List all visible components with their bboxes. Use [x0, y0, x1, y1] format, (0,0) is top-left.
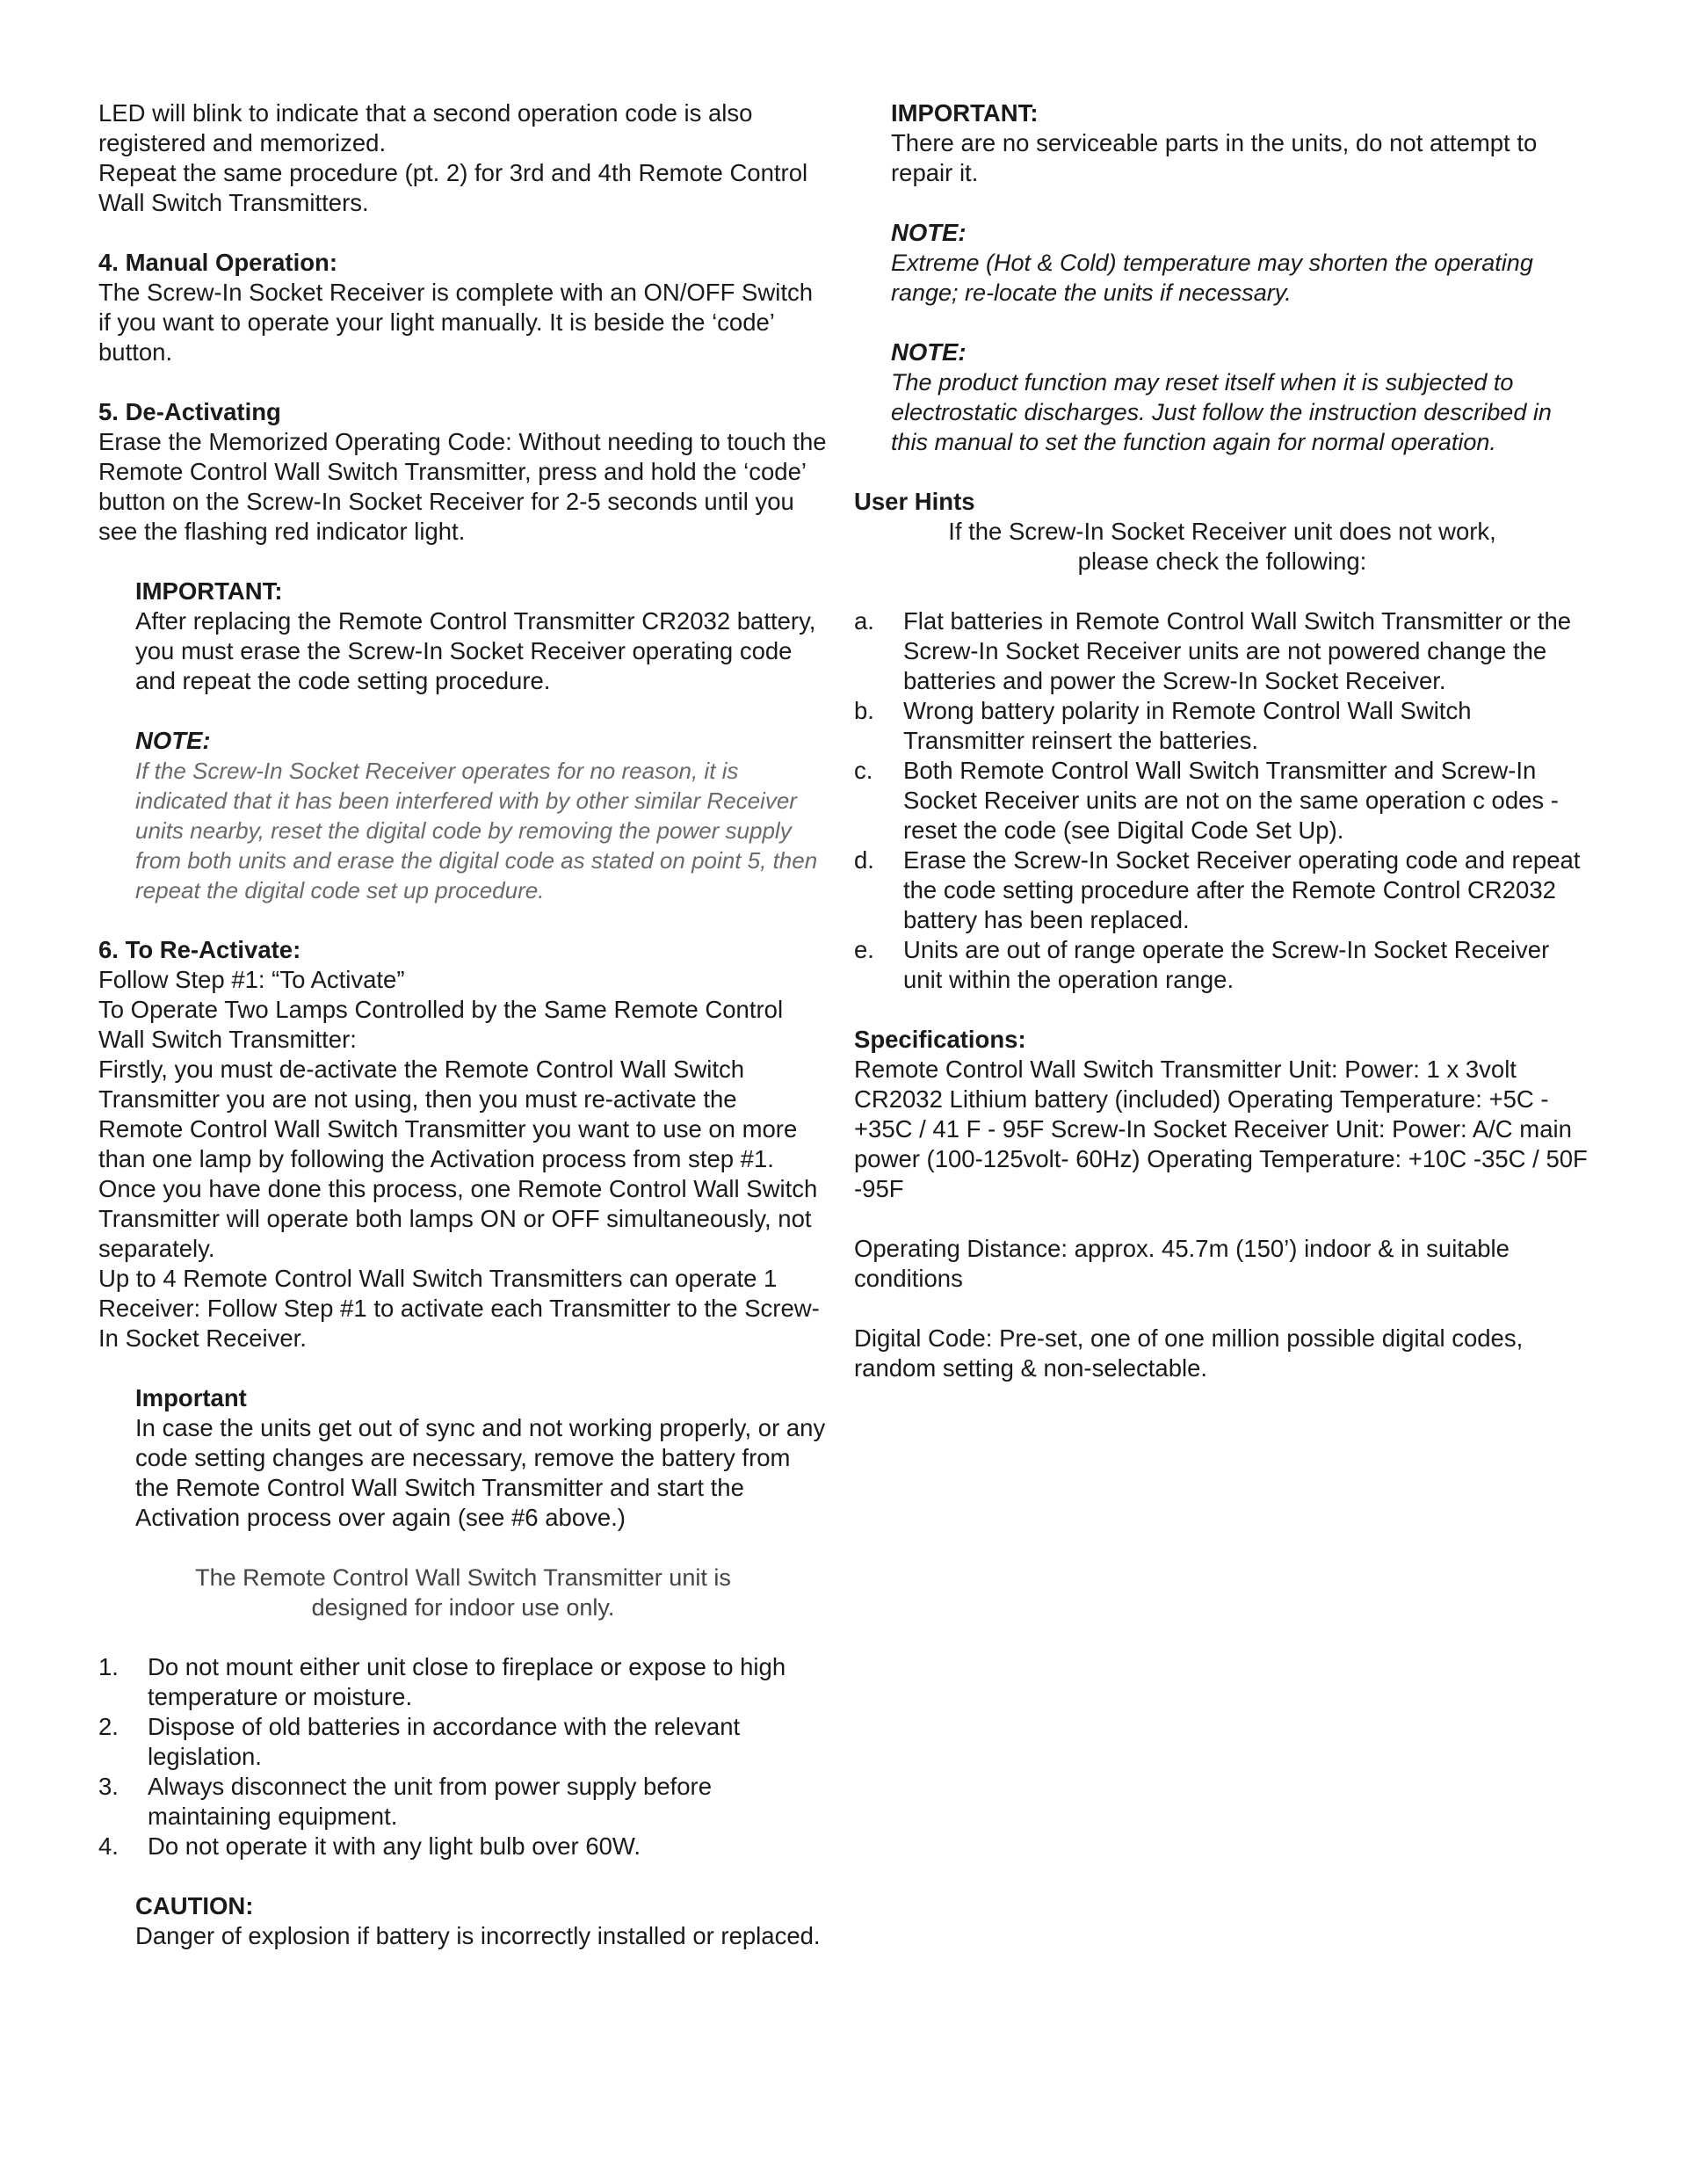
list-item	[98, 1772, 828, 1832]
right-notes-block	[854, 98, 1590, 457]
note-heading-2: NOTE:	[891, 219, 967, 246]
user-hints-list	[854, 606, 1590, 995]
indoor-notice-line-1: The Remote Control Wall Switch Transmitter unit is	[195, 1564, 731, 1591]
deactivating-heading: 5. De-Activating	[98, 398, 281, 425]
note-body-1: If the Screw-In Socket Receiver operates for no reason, it is indicated that it has been interfered with by other similar Receiver units nearby, reset the digital code by removing the power supply from both units and erase the digital code as stated on point 5, then repeat the digital code set up procedure.	[135, 758, 818, 903]
deactivating-body: Erase the Memorized Operating Code: Without needing to touch the Remote Control Wall Switch Transmitter, press and hold the ‘code’ button on the Screw-In Socket Receiver for 2-5 seconds until you see the flashing red indicator light.	[98, 428, 827, 545]
list-item-text: Wrong battery polarity in Remote Control Wall Switch Transmitter reinsert the batteries.	[903, 697, 1472, 754]
list-marker: e.	[854, 936, 874, 963]
list-marker: 2.	[98, 1713, 119, 1740]
list-marker: d.	[854, 846, 874, 874]
list-item-text: Flat batteries in Remote Control Wall Switch Transmitter or the Screw-In Socket Receiver units are not powered change the batteries and power the Screw-In Socket Receiver.	[903, 607, 1572, 694]
note-heading-1: NOTE:	[135, 727, 211, 754]
list-item	[854, 696, 1590, 756]
list-item	[98, 1832, 828, 1861]
reactivate-heading: 6. To Re-Activate:	[98, 936, 301, 963]
list-item-text: Do not mount either unit close to fireplace or expose to high temperature or moisture.	[148, 1653, 786, 1710]
right-column	[854, 98, 1590, 1383]
list-item	[98, 1652, 828, 1712]
list-item-text: Units are out of range operate the Screw-In Socket Receiver unit within the operation range.	[903, 936, 1550, 993]
important-block-2	[98, 1383, 828, 1533]
reactivate-line-2: To Operate Two Lamps Controlled by the Same Remote Control Wall Switch Transmitter:	[98, 996, 784, 1053]
list-item	[98, 1712, 828, 1772]
list-item	[854, 845, 1590, 935]
list-item	[854, 756, 1590, 845]
caution-block	[98, 1891, 828, 1951]
important-body-2: In case the units get out of sync and not working properly, or any code setting changes are necessary, remove the battery from the Remote Control Wall Switch Transmitter and start the Activation process over again (see #6 above.)	[135, 1414, 826, 1531]
list-item-text: Dispose of old batteries in accordance with the relevant legislation.	[148, 1713, 741, 1770]
manual-operation-heading: 4. Manual Operation:	[98, 249, 337, 276]
list-marker: 4.	[98, 1832, 119, 1860]
list-marker: 1.	[98, 1653, 119, 1680]
note-heading-3: NOTE:	[891, 338, 967, 366]
user-hints-subtitle-1: If the Screw-In Socket Receiver unit does not work,	[948, 518, 1496, 545]
note-body-3: The product function may reset itself when it is subjected to electrostatic discharges. Just follow the instruction described in this manual to set the function again for normal operation.	[891, 369, 1552, 455]
intro-line-1: LED will blink to indicate that a second operation code is also registered and memorized.	[98, 99, 753, 156]
user-hints-heading: User Hints	[854, 488, 975, 515]
list-item-text: Erase the Screw-In Socket Receiver operating code and repeat the code setting procedure after the Remote Control CR2032 battery has been replaced.	[903, 846, 1581, 933]
list-item	[854, 935, 1590, 995]
important-heading-2: Important	[135, 1384, 247, 1411]
list-item-text: Both Remote Control Wall Switch Transmitter and Screw-In Socket Receiver units are not on the same operation c odes - reset the code (see Digital Code Set Up).	[903, 757, 1559, 844]
left-column	[98, 98, 828, 1951]
list-marker: c.	[854, 757, 873, 784]
digital-code: Digital Code: Pre-set, one of one million possible digital codes, random setting & non-selectable.	[854, 1324, 1524, 1382]
indoor-notice-line-2: designed for indoor use only.	[311, 1594, 615, 1621]
warnings-list	[98, 1652, 828, 1861]
caution-body: Danger of explosion if battery is incorrectly installed or replaced.	[135, 1922, 821, 1949]
list-marker: 3.	[98, 1773, 119, 1800]
reactivate-line-4: Up to 4 Remote Control Wall Switch Transmitters can operate 1 Receiver: Follow Step #1 to activate each Transmitter to the Screw-In Socket Receiver.	[98, 1265, 820, 1352]
operating-distance: Operating Distance: approx. 45.7m (150’) indoor & in suitable conditions	[854, 1235, 1510, 1292]
user-hints-subtitle-2: please check the following:	[1077, 548, 1367, 575]
list-item	[854, 606, 1590, 696]
list-item-text: Always disconnect the unit from power supply before maintaining equipment.	[148, 1773, 712, 1830]
specifications-heading: Specifications:	[854, 1026, 1026, 1053]
important-body-3: There are no serviceable parts in the units, do not attempt to repair it.	[891, 129, 1538, 186]
specifications-body: Remote Control Wall Switch Transmitter Unit: Power: 1 x 3volt CR2032 Lithium battery (included) Operating Temperature: +5C - +35C / 41 F - 95F Screw-In Socket Receiver Unit: Power: A/C main power (100-125volt- 60Hz) Operating Temperature: +10C -35C / 50F -95F	[854, 1056, 1588, 1202]
note-body-2: Extreme (Hot & Cold) temperature may shorten the operating range; re-locate the units if necessary.	[891, 250, 1533, 306]
list-marker: a.	[854, 607, 874, 635]
list-item-text: Do not operate it with any light bulb over 60W.	[148, 1832, 641, 1860]
important-heading-3: IMPORTANT:	[891, 99, 1039, 127]
caution-heading: CAUTION:	[135, 1892, 254, 1919]
important-heading-1: IMPORTANT:	[135, 577, 283, 605]
manual-operation-body: The Screw-In Socket Receiver is complete with an ON/OFF Switch if you want to operate your light manually. It is beside the ‘code’ button.	[98, 279, 814, 366]
list-marker: b.	[854, 697, 874, 724]
reactivate-line-3: Firstly, you must de-activate the Remote Control Wall Switch Transmitter you are not using, then you must re-activate the Remote Control Wall Switch Transmitter you want to use on more than one lamp by following the Activation process from step #1. Once you have done this process, one Remote Control Wall Switch Transmitter will operate both lamps ON or OFF simultaneously, not separately.	[98, 1056, 818, 1262]
important-block-1	[98, 577, 828, 905]
reactivate-line-1: Follow Step #1: “To Activate”	[98, 966, 405, 993]
intro-line-2: Repeat the same procedure (pt. 2) for 3rd and 4th Remote Control Wall Switch Transmitters.	[98, 159, 808, 216]
important-body-1: After replacing the Remote Control Transmitter CR2032 battery, you must erase the Screw-In Socket Receiver operating code and repeat the code setting procedure.	[135, 607, 816, 694]
